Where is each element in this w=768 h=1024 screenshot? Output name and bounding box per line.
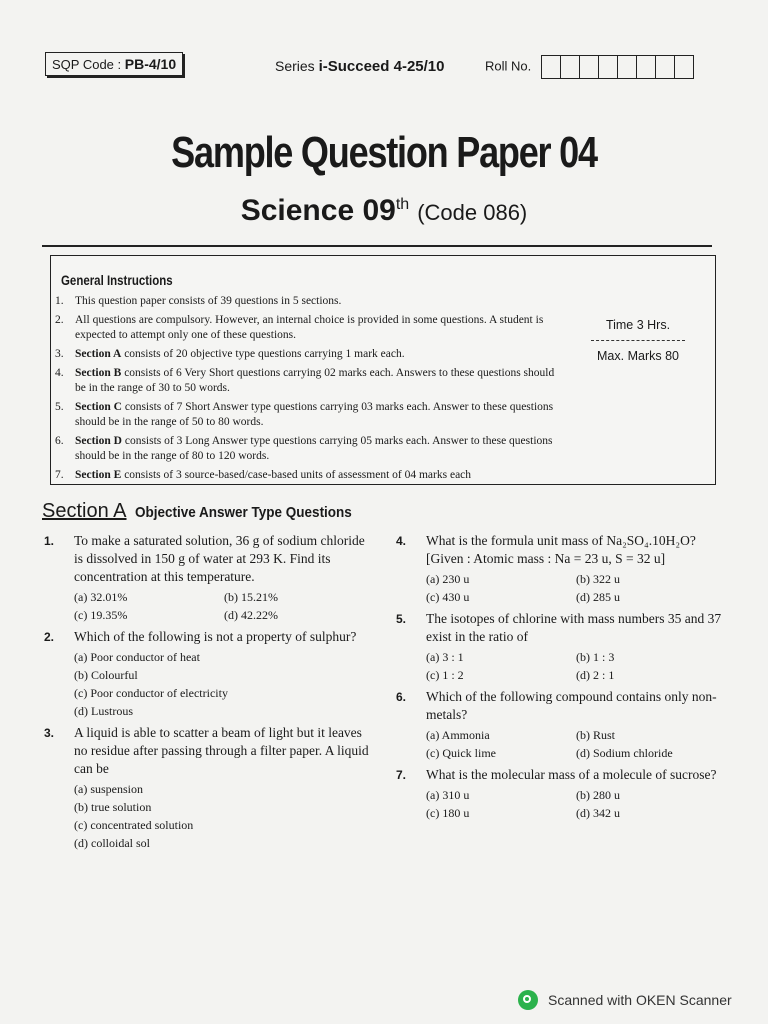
answer-option: (a) suspension <box>74 782 143 796</box>
instruction-section-name: Section A <box>75 348 122 360</box>
instruction-text: Section B consists of 6 Very Short questions carrying 02 marks each. Answers to these questions should be in the range of 30 to 50 words. <box>75 367 555 394</box>
sqp-code-value: PB-4/10 <box>124 56 177 72</box>
instructions-list <box>55 294 565 487</box>
oken-scanner-icon <box>518 990 538 1010</box>
instruction-item <box>55 468 565 483</box>
instruction-number: 5. <box>55 401 64 413</box>
answer-option: (d) colloidal sol <box>74 836 150 850</box>
answer-options <box>74 588 374 624</box>
answer-option: (b) 15.21% <box>224 590 278 604</box>
instruction-text: Section A consists of 20 objective type questions carrying 1 mark each. <box>75 348 405 360</box>
question-number: 4. <box>396 534 407 548</box>
answer-option: (a) 32.01% <box>74 590 128 604</box>
answer-option: (c) 430 u <box>426 590 470 604</box>
answer-option: (b) true solution <box>74 800 152 814</box>
instructions-heading: General Instructions <box>61 272 173 288</box>
sqp-code-label: SQP Code : <box>52 57 125 72</box>
answer-option: (b) 322 u <box>576 572 620 586</box>
answer-option: (a) 310 u <box>426 788 470 802</box>
question-text: A liquid is able to scatter a beam of light but it leaves no residue after passing through a filter paper. A liquid can be <box>74 725 369 776</box>
general-instructions-box <box>50 255 716 485</box>
answer-options <box>426 726 726 762</box>
answer-option: (a) Ammonia <box>426 728 490 742</box>
instruction-section-name: Section C <box>75 401 122 413</box>
instruction-section-name: Section E <box>75 469 122 481</box>
questions-left-column <box>44 532 374 856</box>
question-number: 1. <box>44 534 55 548</box>
instruction-number: 6. <box>55 435 64 447</box>
instructions-frame <box>42 245 712 491</box>
sqp-code-box <box>45 52 183 76</box>
answer-option: (c) Quick lime <box>426 746 496 760</box>
question-text: To make a saturated solution, 36 g of sodium chloride is dissolved in 150 g of water at 293 K. Find its concentration at this temperature. <box>74 533 365 584</box>
subject-grade-suffix: th <box>395 196 410 213</box>
question-body <box>426 532 726 606</box>
time-marks-box <box>591 318 685 363</box>
question-number: 7. <box>396 768 407 782</box>
answer-option: (d) 2 : 1 <box>576 668 615 682</box>
question-number: 5. <box>396 612 407 626</box>
answer-option: (c) 180 u <box>426 806 470 820</box>
question-number: 3. <box>44 726 55 740</box>
answer-option: (d) 42.22% <box>224 608 278 622</box>
instruction-item <box>55 400 565 430</box>
answer-options <box>74 780 374 852</box>
question-body <box>74 532 374 624</box>
instruction-text: Section E consists of 3 source-based/case-based units of assessment of 04 marks each <box>75 469 472 481</box>
question-body <box>426 688 726 762</box>
answer-options <box>426 648 726 684</box>
instruction-section-name: Section B <box>75 367 122 379</box>
question-number: 6. <box>396 690 407 704</box>
answer-option: (a) 230 u <box>426 572 470 586</box>
instruction-text: Section D consists of 3 Long Answer type questions carrying 05 marks each. Answer to these questions should be in the range of 80 to 120 words. <box>75 435 553 462</box>
question-item <box>396 766 726 822</box>
instruction-text: This question paper consists of 39 questions in 5 sections. <box>75 295 342 307</box>
answer-options <box>426 570 726 606</box>
question-body <box>74 724 374 852</box>
subject-code: (Code 086) <box>417 200 528 225</box>
answer-option: (d) 285 u <box>576 590 620 604</box>
answer-option: (d) 342 u <box>576 806 620 820</box>
instruction-section-name: Section D <box>75 435 122 447</box>
instruction-item <box>55 313 565 343</box>
instruction-item <box>55 366 565 396</box>
section-name: Section A <box>42 500 127 522</box>
answer-option: (c) 19.35% <box>74 608 128 622</box>
question-number: 2. <box>44 630 55 644</box>
instruction-number: 2. <box>55 314 64 326</box>
instruction-item <box>55 434 565 464</box>
scanner-text: Scanned with OKEN Scanner <box>548 992 732 1008</box>
answer-option: (a) Poor conductor of heat <box>74 650 200 664</box>
answer-option: (c) 1 : 2 <box>426 668 464 682</box>
instruction-item <box>55 294 565 309</box>
answer-options <box>426 786 726 822</box>
instruction-number: 1. <box>55 295 64 307</box>
answer-option: (b) Rust <box>576 728 615 742</box>
divider <box>591 340 685 341</box>
answer-option: (b) 280 u <box>576 788 620 802</box>
time-allowed: Time 3 Hrs. <box>605 318 671 332</box>
roll-number <box>485 55 694 79</box>
question-text: Which of the following compound contains only non-metals? <box>426 689 717 722</box>
answer-option: (c) concentrated solution <box>74 818 194 832</box>
instruction-text: Section C consists of 7 Short Answer type questions carrying 03 marks each. Answer to these questions should be in the range of 50 to 80 words. <box>75 401 554 428</box>
answer-option: (c) Poor conductor of electricity <box>74 686 228 700</box>
question-text: The isotopes of chlorine with mass numbers 35 and 37 exist in the ratio of <box>426 611 722 644</box>
section-description: Objective Answer Type Questions <box>134 504 352 521</box>
section-heading <box>42 500 375 523</box>
instruction-item <box>55 347 565 362</box>
answer-options <box>74 648 374 720</box>
roll-number-boxes <box>541 55 694 79</box>
question-body <box>426 766 726 822</box>
max-marks: Max. Marks 80 <box>597 349 679 363</box>
page-subtitle <box>0 194 768 228</box>
series-label: Series <box>275 58 319 74</box>
series-info <box>275 58 444 75</box>
series-value: i-Succeed 4-25/10 <box>318 58 445 75</box>
paper-header <box>45 46 710 82</box>
question-text: Which of the following is not a property of sulphur? <box>74 629 357 644</box>
question-text: What is the formula unit mass of Na₂SO₄.10H₂O? [Given : Atomic mass : Na = 23 u, S = 32 u] <box>426 533 696 566</box>
page-title: Sample Question Paper 04 <box>171 128 597 177</box>
answer-option: (a) 3 : 1 <box>426 650 464 664</box>
roll-label: Roll No. <box>485 58 532 74</box>
answer-option: (d) Sodium chloride <box>576 746 673 760</box>
question-item <box>396 610 726 684</box>
instruction-number: 7. <box>55 469 64 481</box>
question-text: What is the molecular mass of a molecule of sucrose? <box>426 767 717 782</box>
instruction-text: All questions are compulsory. However, an internal choice is provided in some questions. A student is expected to attempt only one of these questions. <box>75 314 544 341</box>
answer-option: (b) Colourful <box>74 668 138 682</box>
subject-name: Science 09 <box>240 194 396 227</box>
question-item <box>396 688 726 762</box>
question-item <box>396 532 726 606</box>
answer-option: (d) Lustrous <box>74 704 133 718</box>
question-item <box>44 628 374 720</box>
questions-right-column <box>396 532 726 826</box>
instruction-number: 3. <box>55 348 64 360</box>
question-item <box>44 532 374 624</box>
question-item <box>44 724 374 852</box>
scanner-watermark <box>518 990 732 1010</box>
answer-option: (b) 1 : 3 <box>576 650 615 664</box>
question-body <box>74 628 374 720</box>
question-body <box>426 610 726 684</box>
instruction-number: 4. <box>55 367 64 379</box>
